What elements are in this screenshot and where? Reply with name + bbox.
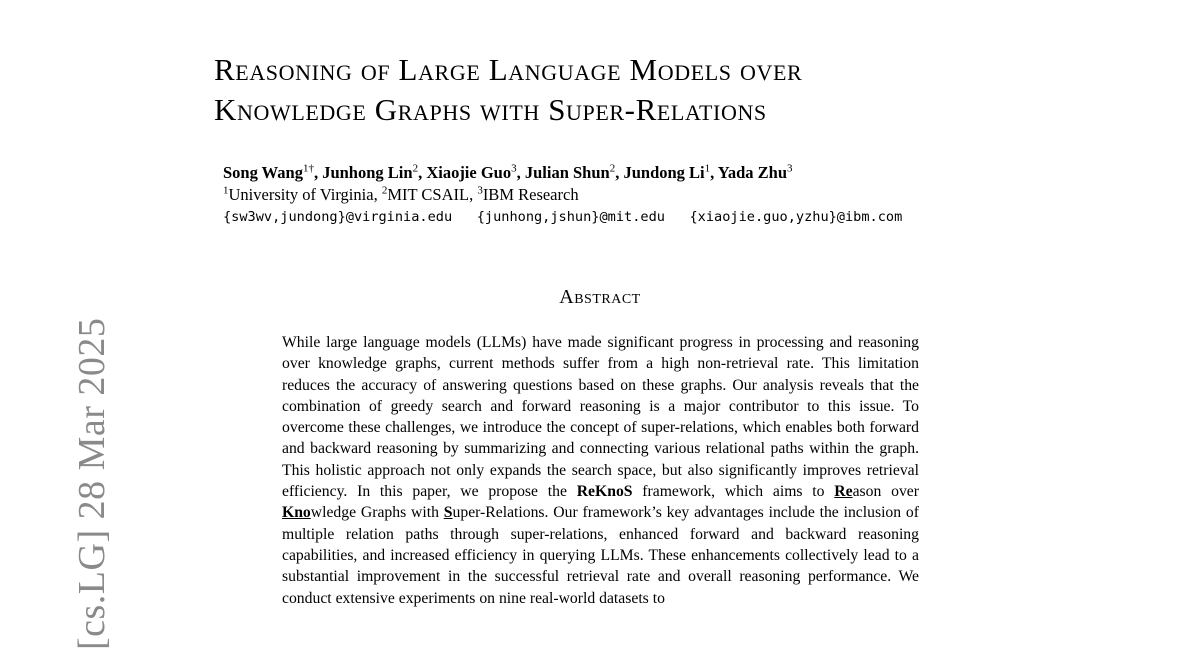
abstract-text: Our framework’s key advantages include the inclusion of multiple relation paths through super-relations, enhanced forward and backward reasoning capabilities, and increased efficiency in querying LLMs. These enhancements collectively lead to a substantial improvement in the successful retrieval rate and overall reasoning performance. We conduct extensive experiments on nine real-world datasets to	[282, 504, 920, 607]
author-name: Yada Zhu	[717, 163, 788, 182]
abstract-heading: Abstract	[559, 286, 641, 308]
author-name: Junhong Lin	[322, 163, 413, 182]
paper-title	[214, 50, 1114, 130]
author-mark: 1†	[302, 162, 314, 175]
abstract-text: wledge Graphs with	[310, 504, 444, 522]
abstract-text: framework, which aims to	[632, 483, 835, 501]
author-list: Song Wang$^{1\dagger}$, Junhong Lin$^2$, Xiaojie Guo$^3$, Julian Shun$^2$, Jundong Li$^1$, Yada Zhu$^3$	[223, 162, 793, 182]
abstract-text: uper-Relations.	[452, 504, 549, 522]
acronym-letters: S	[443, 504, 453, 522]
author-mark: 2	[609, 162, 616, 175]
author-mark: 3	[511, 162, 517, 175]
framework-name: ReKnoS	[576, 483, 633, 501]
acronym-letters: Kno	[282, 504, 311, 522]
author-mark: 1	[704, 162, 711, 175]
abstract-text: ason over	[852, 483, 919, 501]
arxiv-stamp	[28, 300, 113, 650]
author-name: Julian Shun	[524, 163, 610, 182]
affiliation-list: $^1$University of Virginia, $^2$MIT CSAIL, $^3$IBM Research	[223, 184, 579, 204]
author-emails: {sw3wv,jundong}@virginia.edu {junhong,jshun}@mit.edu {xiaojie.guo,yzhu}@ibm.com	[223, 209, 903, 225]
paper-title-line-2: Knowledge Graphs with Super-Relations	[214, 92, 767, 127]
affiliation-name: MIT CSAIL	[387, 185, 470, 204]
author-name: Jundong Li	[623, 163, 705, 182]
arxiv-stamp-text: [cs.LG] 28 Mar 2025	[71, 317, 113, 650]
affiliation-mark: 1	[223, 184, 229, 197]
author-name: Song Wang	[223, 163, 303, 182]
acronym-letters: Re	[834, 483, 853, 501]
affiliation-name: IBM Research	[482, 185, 579, 204]
paper-title-line-1: Reasoning of Large Language Models over	[214, 52, 803, 87]
author-name: Xiaojie Guo	[426, 163, 512, 182]
author-mark: 3	[787, 162, 793, 175]
affiliation-name: University of Virginia	[228, 185, 374, 204]
abstract-body	[282, 332, 919, 609]
affiliation-mark: 2	[381, 184, 388, 197]
abstract-text: While large language models (LLMs) have made significant progress in processing and reasoning over knowledge graphs, current methods suffer from a high non-retrieval rate. This limitation reduces the accuracy of answering questions based on these graphs. Our analysis reveals that the combination of greedy search and forward reasoning is a major contributor to this issue. To overcome these challenges, we introduce the concept of super-relations, which enables both forward and backward reasoning by summarizing and connecting various relational paths within the graph. This holistic approach not only expands the search space, but also significantly improves retrieval efficiency. In this paper, we propose the	[282, 334, 919, 501]
affiliation-mark: 3	[477, 184, 483, 197]
author-mark: 2	[412, 162, 419, 175]
